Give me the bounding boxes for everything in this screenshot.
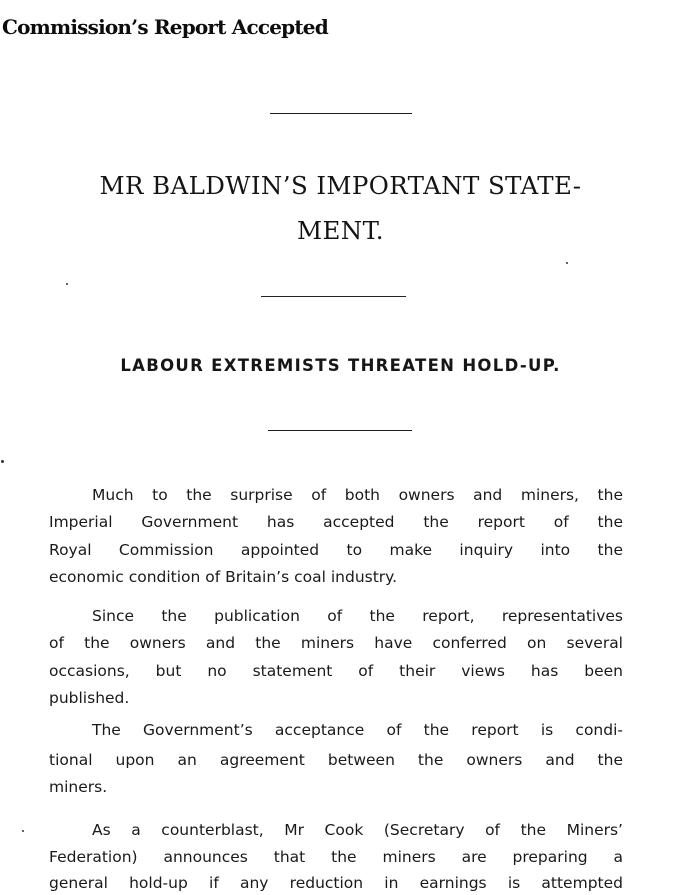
body-text-line: economic condition of Britain’s coal industry.: [49, 568, 398, 586]
body-text-line: occasions, but no statement of their views has been: [49, 662, 623, 680]
body-text-line: published.: [49, 689, 130, 707]
scan-speck: [566, 262, 568, 264]
body-text-line: of the owners and the miners have conferred on several: [49, 634, 623, 652]
scan-speck: [1, 460, 4, 463]
body-text-line: Much to the surprise of both owners and miners, the: [92, 486, 623, 504]
divider-rule: [270, 113, 412, 114]
body-text-line: As a counterblast, Mr Cook (Secretary of the Miners’: [92, 821, 623, 839]
body-text-line: tional upon an agreement between the owners and the: [49, 751, 623, 769]
divider-rule: [268, 430, 412, 431]
body-text-line: Since the publication of the report, representatives: [92, 607, 623, 625]
subheadline-line: MR BALDWIN’S IMPORTANT STATE-: [99, 171, 582, 200]
headline: Commission’s Report Accepted: [2, 15, 328, 39]
body-text-line: Imperial Government has accepted the report of the: [49, 513, 623, 531]
scan-speck: [22, 830, 24, 832]
body-text-line: miners.: [49, 778, 108, 796]
divider-rule: [261, 296, 406, 297]
body-text-line: Royal Commission appointed to make inquiry into the: [49, 541, 623, 559]
kicker-headline: LABOUR EXTREMISTS THREATEN HOLD-UP.: [120, 356, 561, 375]
body-text-line: general hold-up if any reduction in earnings is attempted: [49, 874, 623, 892]
scan-speck: [66, 283, 68, 285]
subheadline-line: MENT.: [297, 216, 384, 245]
body-text-line: Federation) announces that the miners are preparing a: [49, 848, 623, 866]
body-text-line: The Government’s acceptance of the report is condi-: [92, 721, 623, 739]
